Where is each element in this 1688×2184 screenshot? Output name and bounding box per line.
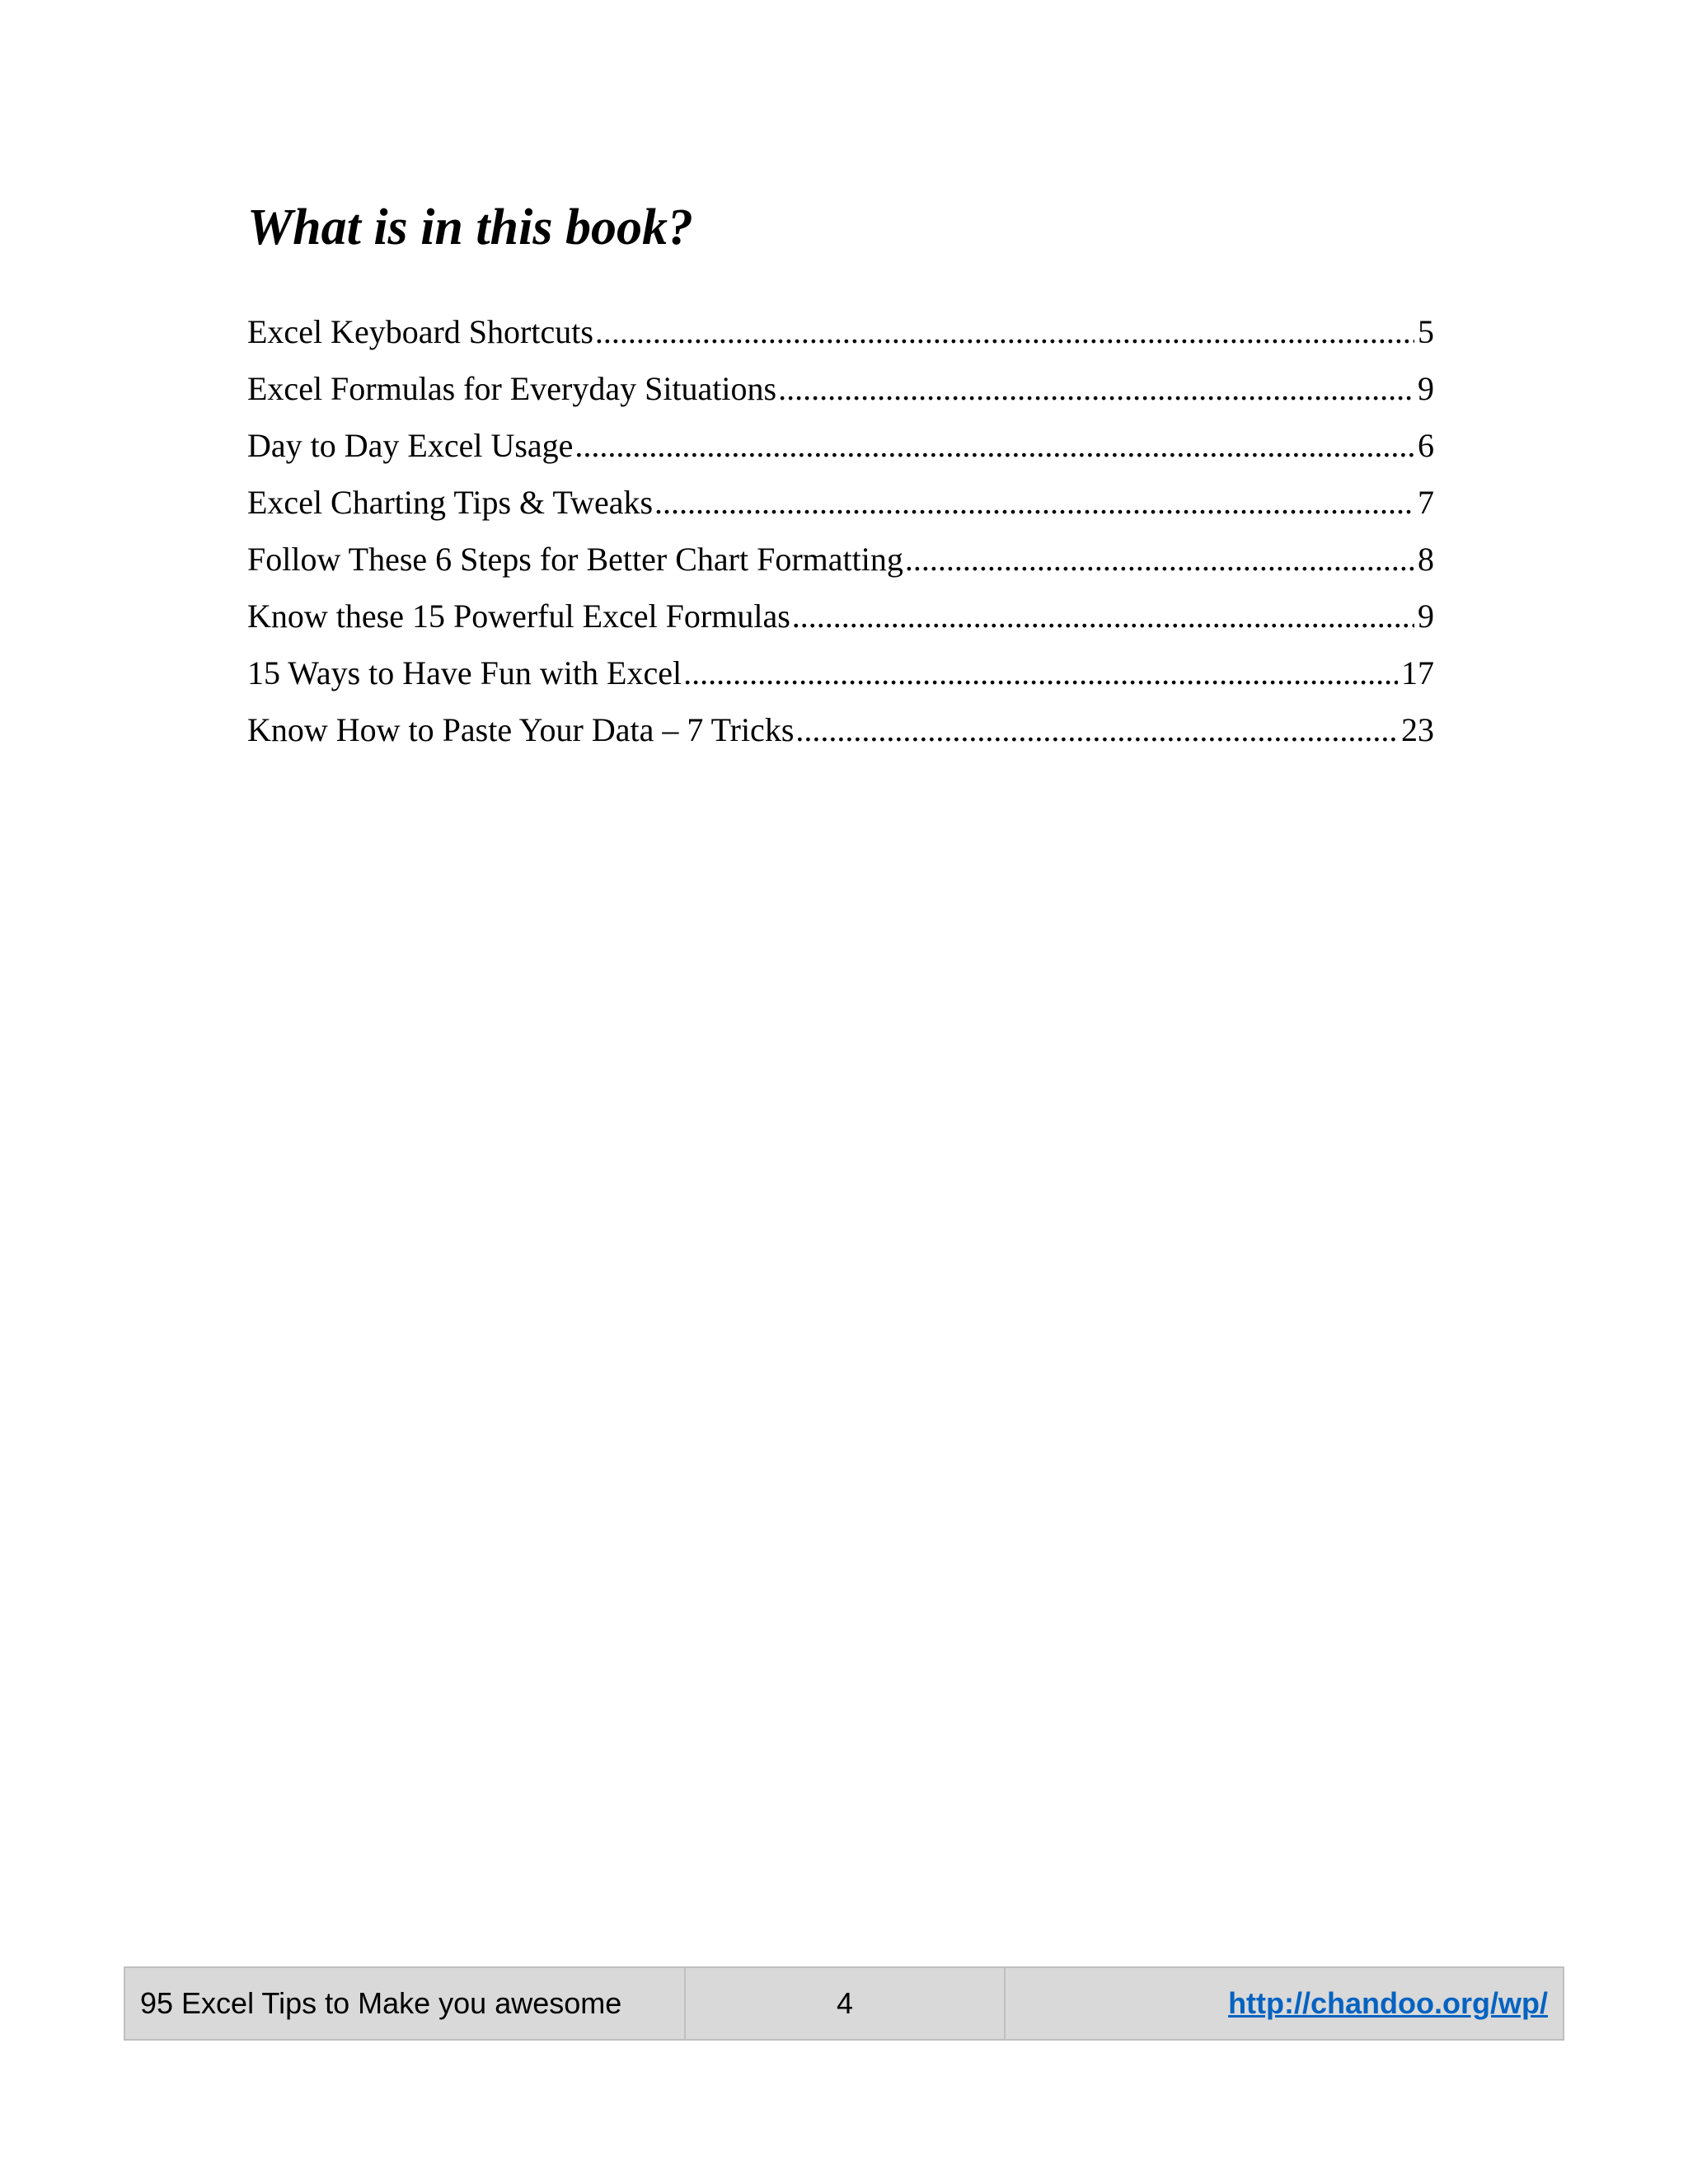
footer-website-link[interactable]: http://chandoo.org/wp/	[1228, 1986, 1548, 2020]
toc-entry-label: Follow These 6 Steps for Better Chart Formatting	[247, 541, 903, 578]
toc-entry-page: 17	[1401, 654, 1434, 691]
toc-entry-page: 9	[1418, 598, 1434, 635]
toc-dot-leader	[778, 360, 1414, 417]
footer-book-title: 95 Excel Tips to Make you awesome	[125, 1968, 686, 2039]
toc-entry-page: 8	[1418, 541, 1434, 578]
toc-entry[interactable]	[247, 303, 1434, 360]
toc-entry-page: 6	[1418, 427, 1434, 464]
toc-entry[interactable]	[247, 588, 1434, 644]
toc-dot-leader	[683, 644, 1398, 701]
toc-dot-leader	[595, 303, 1414, 360]
toc-dot-leader	[654, 474, 1414, 531]
footer-link-cell	[1006, 1968, 1563, 2039]
toc-entry[interactable]	[247, 644, 1434, 701]
page-title: What is in this book?	[247, 199, 693, 255]
toc-entry[interactable]	[247, 417, 1434, 474]
toc-entry-label: Know How to Paste Your Data – 7 Tricks	[247, 711, 795, 748]
toc-entry[interactable]	[247, 360, 1434, 417]
toc-dot-leader	[795, 701, 1398, 758]
toc-entry-page: 23	[1401, 711, 1434, 748]
toc-entry-label: Excel Formulas for Everyday Situations	[247, 370, 777, 407]
toc-dot-leader	[792, 588, 1414, 644]
toc-entry[interactable]	[247, 701, 1434, 758]
toc-entry[interactable]	[247, 531, 1434, 588]
toc-entry-page: 9	[1418, 370, 1434, 407]
table-of-contents	[247, 303, 1434, 758]
footer-page-number: 4	[686, 1968, 1006, 2039]
toc-entry-label: Day to Day Excel Usage	[247, 427, 574, 464]
toc-entry-label: Excel Charting Tips & Tweaks	[247, 484, 654, 521]
toc-dot-leader	[574, 417, 1414, 474]
toc-entry[interactable]	[247, 474, 1434, 531]
toc-entry-page: 5	[1418, 313, 1434, 350]
page-footer	[124, 1966, 1564, 2041]
toc-entry-label: 15 Ways to Have Fun with Excel	[247, 654, 682, 691]
toc-entry-page: 7	[1418, 484, 1434, 521]
toc-dot-leader	[905, 531, 1414, 588]
toc-entry-label: Know these 15 Powerful Excel Formulas	[247, 598, 790, 635]
toc-entry-label: Excel Keyboard Shortcuts	[247, 313, 593, 350]
